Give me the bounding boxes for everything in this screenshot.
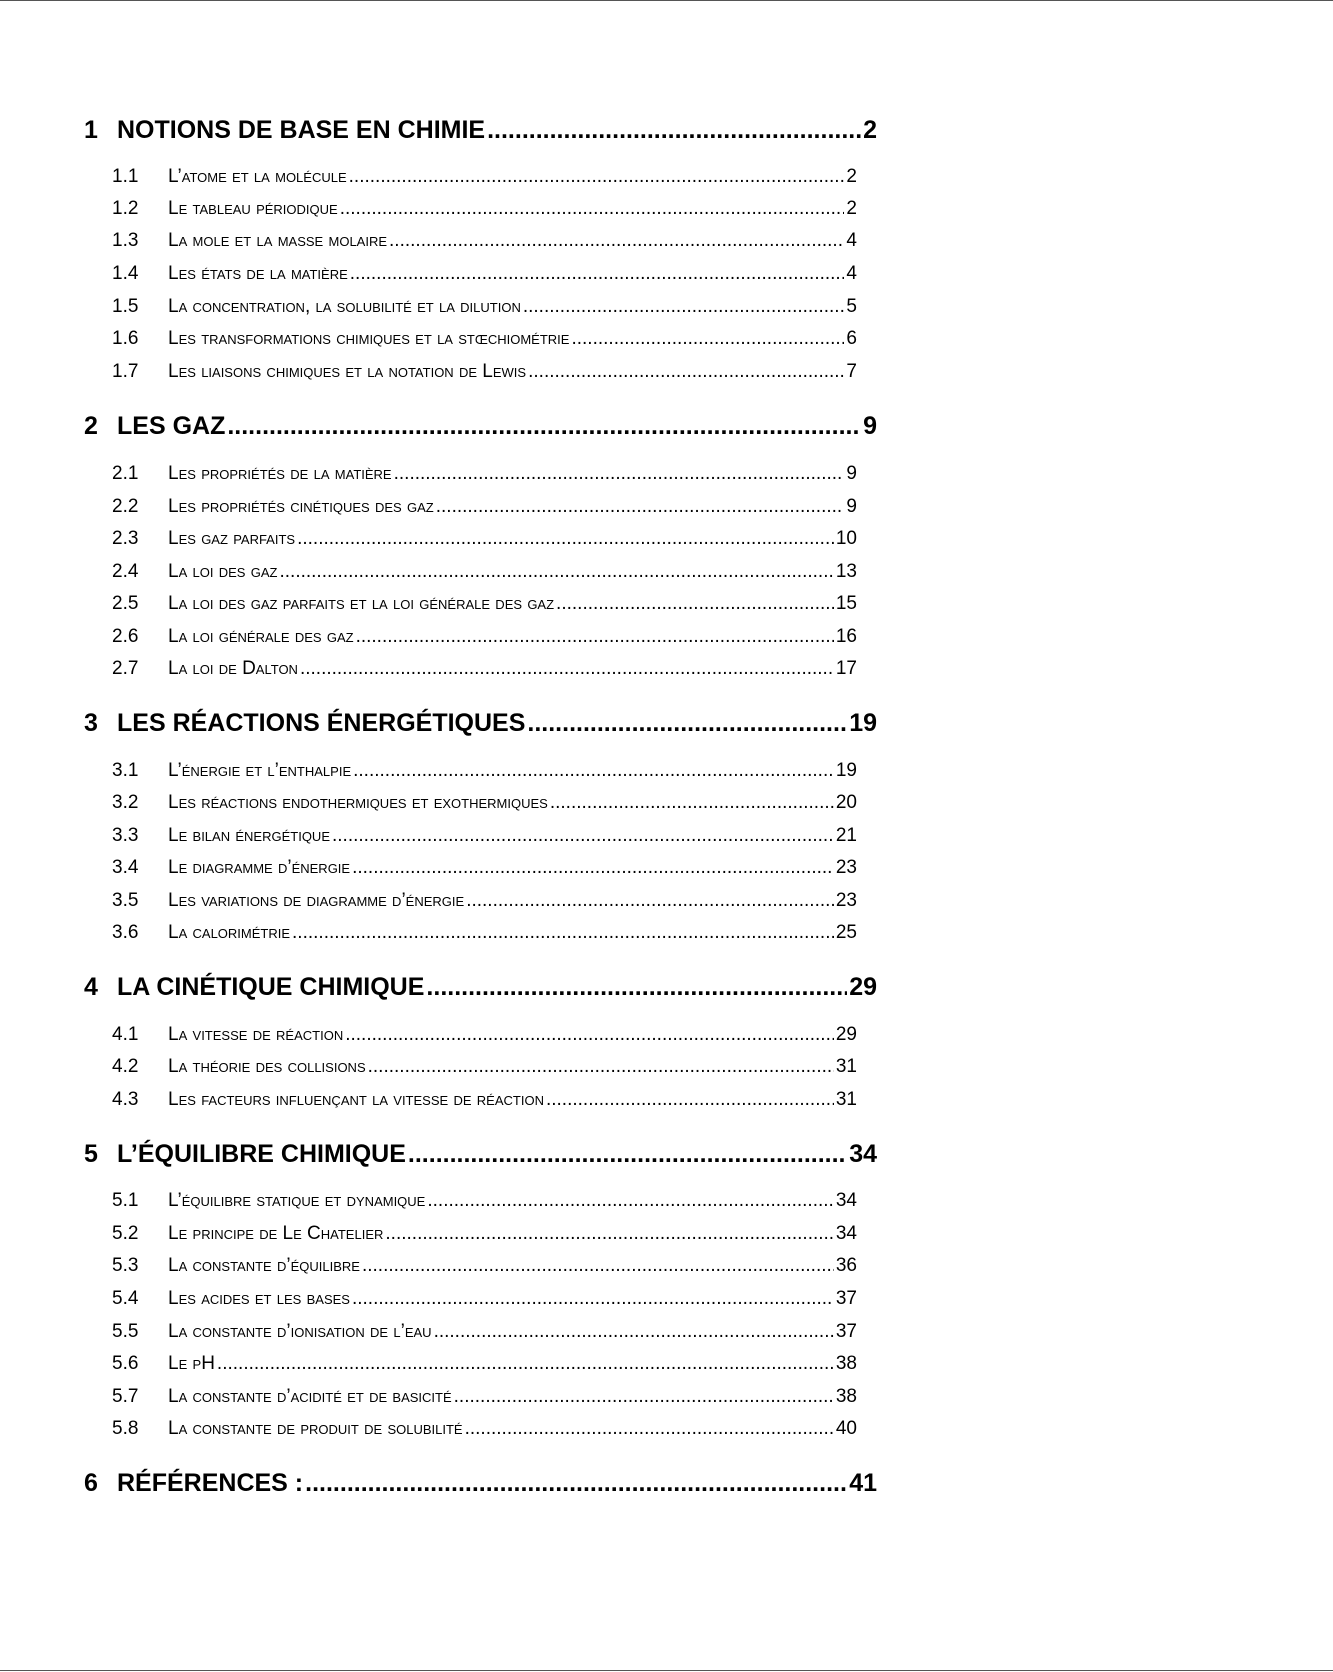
entry-title: La constante d’ionisation de l’eau xyxy=(168,1321,432,1342)
entry-title: Les facteurs influençant la vitesse de réaction xyxy=(168,1089,544,1110)
chapter-number: 3 xyxy=(84,709,98,737)
chapter-page: 41 xyxy=(849,1469,877,1497)
entry-title: Les variations de diagramme d’énergie xyxy=(168,890,465,911)
toc-entry-5-6[interactable] xyxy=(112,1353,857,1375)
toc-entry-1-4[interactable] xyxy=(112,263,857,285)
dot-leader xyxy=(345,1024,834,1046)
entry-title: Les liaisons chimiques et la notation de Lewis xyxy=(168,361,527,382)
dot-leader xyxy=(217,1353,834,1375)
entry-number: 5.1 xyxy=(112,1190,139,1211)
toc-entry-5-8[interactable] xyxy=(112,1418,857,1440)
chapter-title: LES RÉACTIONS ÉNERGÉTIQUES xyxy=(117,709,526,737)
entry-number: 5.8 xyxy=(112,1418,139,1439)
chapter-title: LA CINÉTIQUE CHIMIQUE xyxy=(117,973,425,1001)
chapter-page: 9 xyxy=(863,412,877,440)
entry-number: 2.4 xyxy=(112,561,139,582)
dot-leader xyxy=(394,463,845,485)
toc-entry-5-7[interactable] xyxy=(112,1386,857,1408)
entry-page: 5 xyxy=(846,296,857,317)
dot-leader xyxy=(528,361,844,383)
toc-entry-2-6[interactable] xyxy=(112,626,857,648)
toc-entry-2-4[interactable] xyxy=(112,561,857,583)
dot-leader xyxy=(279,561,833,583)
entry-page: 34 xyxy=(835,1223,857,1244)
chapter-number: 4 xyxy=(84,973,98,1001)
toc-entry-1-6[interactable] xyxy=(112,328,857,350)
chapter-page: 29 xyxy=(849,973,877,1001)
entry-number: 3.2 xyxy=(112,792,139,813)
entry-title: Le diagramme d’énergie xyxy=(168,857,351,878)
toc-chapter-6[interactable] xyxy=(84,1469,877,1498)
toc-entry-3-1[interactable] xyxy=(112,760,857,782)
entry-number: 5.5 xyxy=(112,1321,139,1342)
toc-entry-2-3[interactable] xyxy=(112,528,857,550)
entry-title: La théorie des collisions xyxy=(168,1056,366,1077)
entry-page: 4 xyxy=(846,263,857,284)
entry-page: 9 xyxy=(846,463,857,484)
entry-title: La mole et la masse molaire xyxy=(168,230,388,251)
dot-leader xyxy=(454,1386,834,1408)
dot-leader xyxy=(353,760,834,782)
entry-page: 9 xyxy=(846,496,857,517)
entry-title: Le pH xyxy=(168,1353,215,1374)
dot-leader xyxy=(546,1089,834,1111)
dot-leader xyxy=(362,1255,834,1277)
entry-title: Les états de la matière xyxy=(168,263,348,284)
entry-title: L’énergie et l’enthalpie xyxy=(168,760,352,781)
entry-number: 3.1 xyxy=(112,760,139,781)
chapter-page: 19 xyxy=(849,709,877,737)
entry-number: 3.3 xyxy=(112,825,139,846)
entry-number: 2.3 xyxy=(112,528,139,549)
toc-chapter-3[interactable] xyxy=(84,709,877,738)
chapter-number: 5 xyxy=(84,1140,98,1168)
entry-title: La constante d’acidité et de basicité xyxy=(168,1386,452,1407)
entry-number: 3.5 xyxy=(112,890,139,911)
entry-page: 23 xyxy=(835,890,857,911)
entry-page: 25 xyxy=(835,922,857,943)
chapter-title: NOTIONS DE BASE EN CHIMIE xyxy=(117,116,486,144)
entry-number: 5.6 xyxy=(112,1353,139,1374)
entry-number: 5.4 xyxy=(112,1288,139,1309)
entry-number: 2.7 xyxy=(112,658,139,679)
toc-chapter-2[interactable] xyxy=(84,412,877,441)
entry-number: 4.3 xyxy=(112,1089,139,1110)
chapter-title: LES GAZ xyxy=(117,412,226,440)
entry-page: 6 xyxy=(846,328,857,349)
dot-leader xyxy=(427,1190,834,1212)
entry-title: Les propriétés cinétiques des gaz xyxy=(168,496,434,517)
entry-page: 17 xyxy=(835,658,857,679)
entry-page: 13 xyxy=(835,561,857,582)
entry-page: 21 xyxy=(835,825,857,846)
dot-leader xyxy=(350,263,845,285)
dot-leader xyxy=(434,1321,834,1343)
entry-title: La constante de produit de solubilité xyxy=(168,1418,463,1439)
entry-page: 15 xyxy=(835,593,857,614)
entry-page: 16 xyxy=(835,626,857,647)
dot-leader xyxy=(352,857,834,879)
entry-title: Le principe de Le Chatelier xyxy=(168,1223,384,1244)
entry-page: 4 xyxy=(846,230,857,251)
entry-page: 40 xyxy=(835,1418,857,1439)
entry-number: 2.6 xyxy=(112,626,139,647)
dot-leader xyxy=(340,198,845,220)
toc-entry-4-3[interactable] xyxy=(112,1089,857,1111)
dot-leader xyxy=(305,1469,847,1498)
toc-entry-1-2[interactable] xyxy=(112,198,857,220)
chapter-number: 2 xyxy=(84,412,98,440)
entry-page: 31 xyxy=(835,1089,857,1110)
entry-number: 5.2 xyxy=(112,1223,139,1244)
entry-number: 3.6 xyxy=(112,922,139,943)
entry-title: Le bilan énergétique xyxy=(168,825,330,846)
entry-page: 34 xyxy=(835,1190,857,1211)
chapter-page: 2 xyxy=(863,116,877,144)
entry-title: La constante d’équilibre xyxy=(168,1255,360,1276)
entry-title: La loi de Dalton xyxy=(168,658,298,679)
toc-entry-5-5[interactable] xyxy=(112,1321,857,1343)
toc-entry-3-4[interactable] xyxy=(112,857,857,879)
entry-number: 1.7 xyxy=(112,361,139,382)
entry-title: Les transformations chimiques et la stœchiométrie xyxy=(168,328,570,349)
entry-page: 31 xyxy=(835,1056,857,1077)
entry-title: L’atome et la molécule xyxy=(168,166,347,187)
entry-number: 1.5 xyxy=(112,296,139,317)
entry-page: 19 xyxy=(835,760,857,781)
toc-entry-2-7[interactable] xyxy=(112,658,857,680)
entry-title: La vitesse de réaction xyxy=(168,1024,344,1045)
entry-page: 10 xyxy=(835,528,857,549)
toc-chapter-4[interactable] xyxy=(84,973,877,1002)
entry-title: La loi des gaz parfaits et la loi générale des gaz xyxy=(168,593,555,614)
chapter-number: 6 xyxy=(84,1469,98,1497)
toc-entry-3-2[interactable] xyxy=(112,792,857,814)
entry-number: 5.7 xyxy=(112,1386,139,1407)
dot-leader xyxy=(349,166,845,188)
entry-number: 1.3 xyxy=(112,230,139,251)
page-top-border xyxy=(0,0,1333,1)
entry-title: Les gaz parfaits xyxy=(168,528,296,549)
entry-title: La calorimétrie xyxy=(168,922,291,943)
entry-number: 3.4 xyxy=(112,857,139,878)
entry-page: 37 xyxy=(835,1321,857,1342)
dot-leader xyxy=(426,973,847,1002)
toc-entry-5-2[interactable] xyxy=(112,1223,857,1245)
toc-chapter-1[interactable] xyxy=(84,116,877,145)
entry-page: 37 xyxy=(835,1288,857,1309)
toc-entry-2-2[interactable] xyxy=(112,496,857,518)
entry-number: 2.2 xyxy=(112,496,139,517)
entry-number: 2.1 xyxy=(112,463,139,484)
dot-leader xyxy=(332,825,834,847)
toc-entry-4-1[interactable] xyxy=(112,1024,857,1046)
entry-page: 2 xyxy=(846,198,857,219)
toc-entry-2-1[interactable] xyxy=(112,463,857,485)
dot-leader xyxy=(352,1288,834,1310)
entry-page: 29 xyxy=(835,1024,857,1045)
entry-title: Les propriétés de la matière xyxy=(168,463,392,484)
entry-page: 7 xyxy=(846,361,857,382)
entry-page: 20 xyxy=(835,792,857,813)
dot-leader xyxy=(356,626,834,648)
dot-leader xyxy=(465,1418,834,1440)
entry-page: 36 xyxy=(835,1255,857,1276)
chapter-title: L’ÉQUILIBRE CHIMIQUE xyxy=(117,1140,406,1168)
entry-title: Les réactions endothermiques et exothermiques xyxy=(168,792,548,813)
entry-number: 4.2 xyxy=(112,1056,139,1077)
page-bottom-border xyxy=(0,1670,1333,1671)
dot-leader xyxy=(227,412,861,441)
dot-leader xyxy=(408,1140,847,1169)
dot-leader xyxy=(297,528,834,550)
dot-leader xyxy=(368,1056,834,1078)
entry-number: 1.2 xyxy=(112,198,139,219)
toc-entry-2-5[interactable] xyxy=(112,593,857,615)
toc-entry-3-5[interactable] xyxy=(112,890,857,912)
entry-number: 2.5 xyxy=(112,593,139,614)
entry-page: 23 xyxy=(835,857,857,878)
entry-number: 4.1 xyxy=(112,1024,139,1045)
entry-title: L’équilibre statique et dynamique xyxy=(168,1190,426,1211)
toc-entry-1-7[interactable] xyxy=(112,361,857,383)
dot-leader xyxy=(556,593,834,615)
dot-leader xyxy=(389,230,844,252)
toc-entry-5-1[interactable] xyxy=(112,1190,857,1212)
dot-leader xyxy=(436,496,845,518)
dot-leader xyxy=(523,296,845,318)
entry-title: Les acides et les bases xyxy=(168,1288,350,1309)
chapter-page: 34 xyxy=(849,1140,877,1168)
toc-entry-3-3[interactable] xyxy=(112,825,857,847)
entry-number: 1.4 xyxy=(112,263,139,284)
dot-leader xyxy=(527,709,847,738)
toc-entry-4-2[interactable] xyxy=(112,1056,857,1078)
entry-title: Le tableau périodique xyxy=(168,198,338,219)
entry-title: La loi générale des gaz xyxy=(168,626,354,647)
dot-leader xyxy=(571,328,844,350)
entry-page: 38 xyxy=(835,1386,857,1407)
dot-leader xyxy=(466,890,834,912)
dot-leader xyxy=(300,658,834,680)
entry-number: 1.6 xyxy=(112,328,139,349)
chapter-number: 1 xyxy=(84,116,98,144)
entry-number: 1.1 xyxy=(112,166,139,187)
toc-entry-1-1[interactable] xyxy=(112,166,857,188)
entry-page: 2 xyxy=(846,166,857,187)
entry-page: 38 xyxy=(835,1353,857,1374)
toc-entry-5-3[interactable] xyxy=(112,1255,857,1277)
toc-entry-3-6[interactable] xyxy=(112,922,857,944)
dot-leader xyxy=(292,922,834,944)
entry-title: La loi des gaz xyxy=(168,561,278,582)
dot-leader xyxy=(550,792,834,814)
dot-leader xyxy=(385,1223,833,1245)
chapter-title: RÉFÉRENCES : xyxy=(117,1469,304,1497)
dot-leader xyxy=(487,116,861,145)
toc-chapter-5[interactable] xyxy=(84,1140,877,1169)
toc-entry-1-3[interactable] xyxy=(112,230,857,252)
entry-number: 5.3 xyxy=(112,1255,139,1276)
toc-entry-5-4[interactable] xyxy=(112,1288,857,1310)
toc-entry-1-5[interactable] xyxy=(112,296,857,318)
entry-title: La concentration, la solubilité et la dilution xyxy=(168,296,521,317)
